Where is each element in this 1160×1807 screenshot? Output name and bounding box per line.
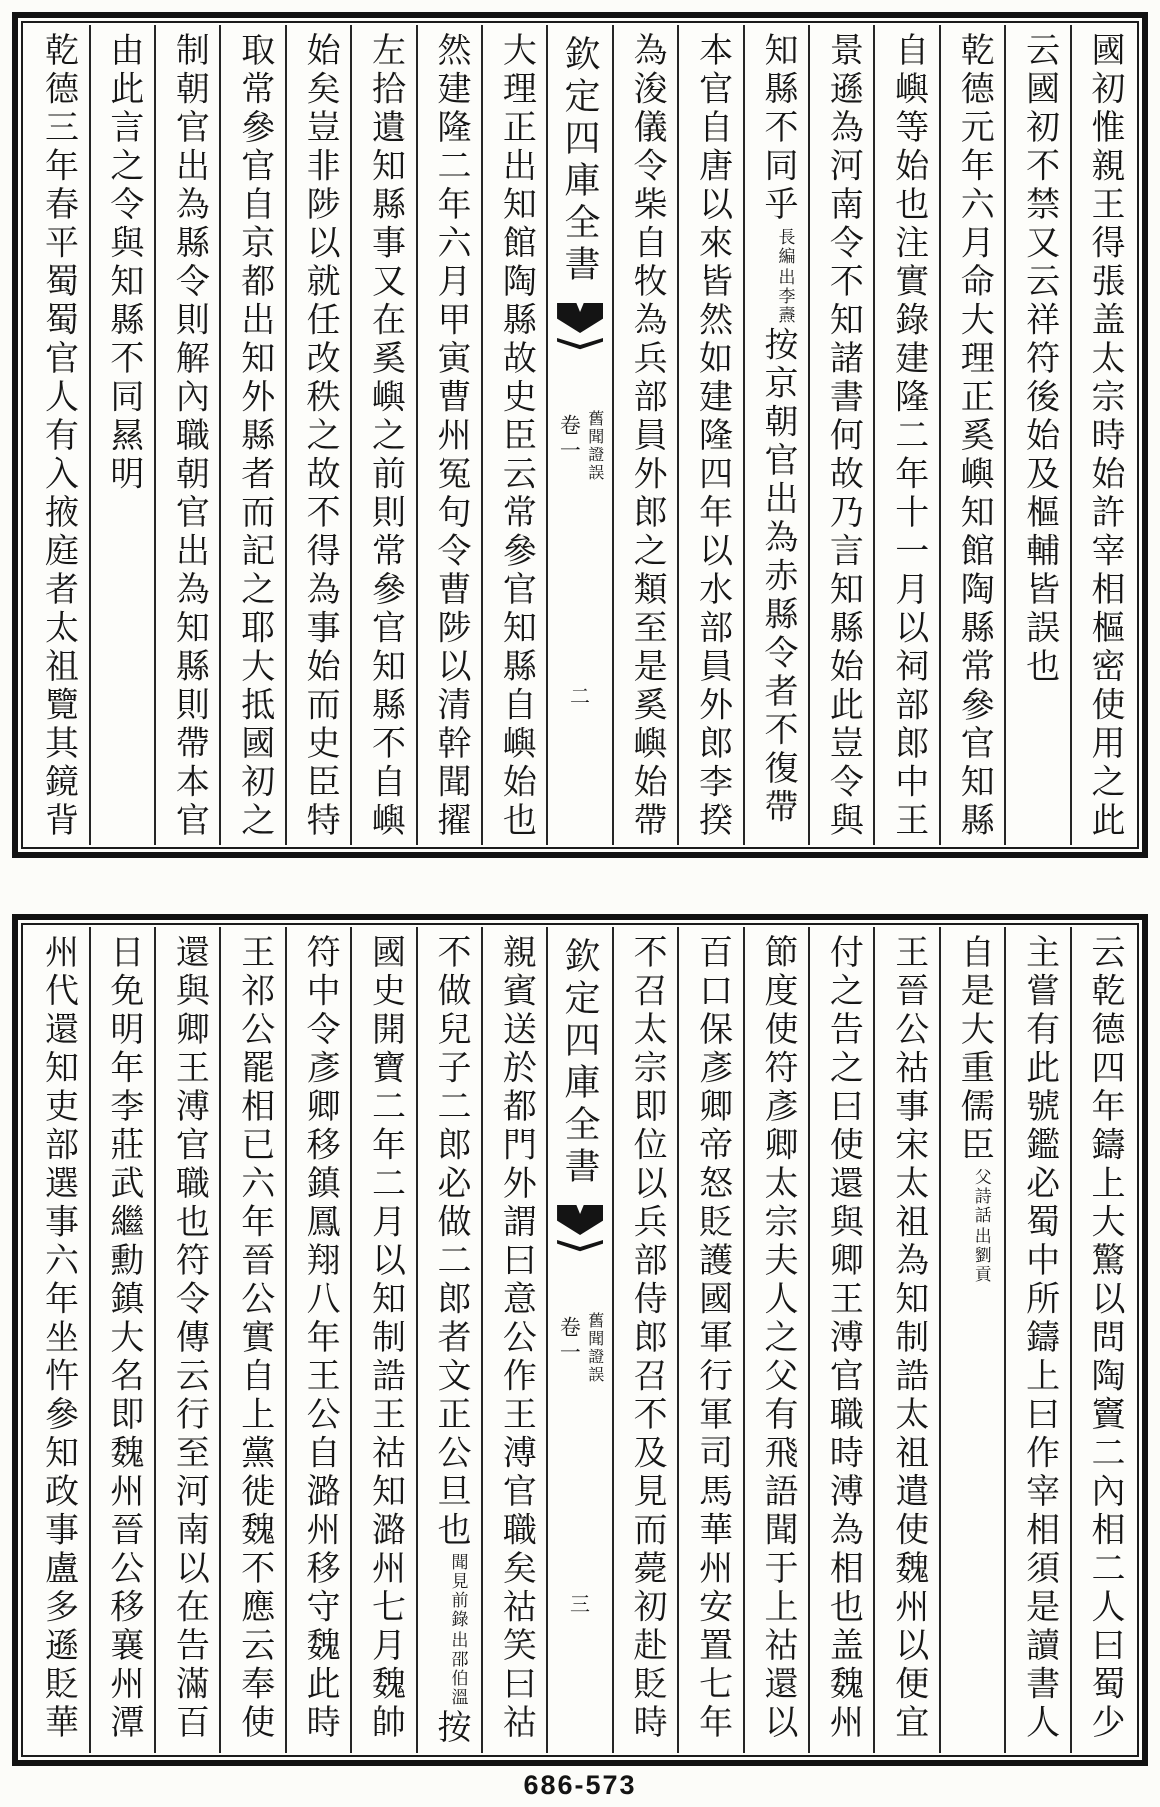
- column-text: 州代還知吏部選事六年坐忤參知政事盧多遜貶華: [39, 934, 77, 1743]
- text-column: [810, 927, 875, 1753]
- column-text: 本官自唐以來皆然如建隆四年以水部員外郎李揆: [693, 32, 731, 841]
- text-column: [156, 25, 221, 845]
- title-column: [548, 25, 613, 845]
- column-text: 制朝官出為縣令則解內職朝官出為知縣則帶本官: [170, 32, 208, 841]
- text-column: [614, 927, 679, 1753]
- column-text: 自嶼等始也注實錄建隆二年十一月以祠部郎中王: [889, 32, 927, 841]
- column-text: 不做兒子二郎必做二郎者文正公旦也: [431, 934, 469, 1550]
- fishtail-lower-mark: [557, 1240, 603, 1254]
- text-column: [745, 25, 810, 845]
- text-column: [91, 927, 156, 1753]
- column-text: 云國初不禁又云祥符後始及樞輔皆誤也: [1020, 32, 1058, 687]
- text-column: [1072, 25, 1135, 845]
- note-tail-text: 按京朝官出為赤縣令者不復帶: [758, 326, 796, 827]
- column-text: 由此言之令與知縣不同㬎明: [104, 32, 142, 494]
- text-columns: [25, 25, 1135, 845]
- library-title: 欽定四庫全書: [560, 35, 601, 287]
- interlinear-note: [971, 1168, 991, 1284]
- text-column: [1006, 927, 1071, 1753]
- column-text: 景遜為河南令不知諸書何故乃言知縣始此豈令與: [824, 32, 862, 841]
- note-column-right: 出李燾: [775, 267, 795, 325]
- fishtail-ornament: [557, 1205, 603, 1254]
- text-column: [91, 25, 156, 845]
- text-column: [352, 927, 417, 1753]
- interlinear-note: [448, 1553, 468, 1707]
- note-column-left: 父詩話: [971, 1168, 991, 1225]
- text-column: [679, 25, 744, 845]
- chapter-label: 卷一: [557, 1316, 582, 1366]
- text-column: [25, 927, 90, 1753]
- text-column: [745, 927, 810, 1753]
- page-block-upper: [12, 12, 1148, 858]
- page-block-lower: [12, 914, 1148, 1766]
- column-text: 然建隆二年六月甲寅曹州冤句令曹陟以清幹聞擢: [431, 32, 469, 841]
- note-column-left: 聞見前錄: [448, 1553, 468, 1629]
- column-text: 為浚儀令柴自牧為兵部員外郎之類至是奚嶼始帶: [628, 32, 666, 841]
- column-text: 國史開寶二年二月以知制誥王祜知潞州七月魏帥: [366, 934, 404, 1743]
- text-column: [221, 927, 286, 1753]
- column-text: 不召太宗即位以兵部侍郎召不及見而薨初赴貶時: [628, 934, 666, 1743]
- book-title: 舊聞證誤: [585, 1312, 603, 1384]
- text-column: [483, 927, 548, 1753]
- text-column: [287, 927, 352, 1753]
- column-text: 還與卿王溥官職也符令傳云行至河南以在告滿百: [170, 934, 208, 1743]
- text-column: [941, 927, 1006, 1753]
- text-column: [25, 25, 90, 845]
- column-text: 乾德元年六月命大理正奚嶼知館陶縣常參官知縣: [955, 32, 993, 841]
- column-text: 符中令彥卿移鎮鳳翔八年王公自潞州移守魏此時: [301, 934, 339, 1743]
- text-column: [352, 25, 417, 845]
- text-column: [875, 927, 940, 1753]
- library-title: 欽定四庫全書: [560, 937, 601, 1189]
- column-text: 左拾遺知縣事又在奚嶼之前則常參官知縣不自嶼: [366, 32, 404, 841]
- column-text: 王晉公祜事宋太祖為知制誥太祖遣使魏州以便宜: [889, 934, 927, 1743]
- column-text: 付之告之曰使還與卿王溥官職時溥為相也盖魏州: [824, 934, 862, 1743]
- book-title: 舊聞證誤: [585, 410, 603, 482]
- text-column: [614, 25, 679, 845]
- note-column-left: 長編: [775, 227, 795, 266]
- text-column: [941, 25, 1006, 845]
- fishtail-upper-mark: [557, 1205, 603, 1235]
- text-column: [418, 927, 483, 1753]
- column-text: 大理正出知館陶縣故史臣云常參官知縣自嶼始也: [497, 32, 535, 841]
- note-column-right: 出邵伯溫: [448, 1631, 468, 1707]
- column-text: 國初惟親王得張盖太宗時始許宰相樞密使用之此: [1086, 32, 1123, 841]
- text-column: [418, 25, 483, 845]
- text-column: [1006, 25, 1071, 845]
- title-column: [548, 927, 613, 1753]
- note-column-right: 出劉貢: [971, 1227, 991, 1284]
- column-text: 云乾德四年鑄上大驚以問陶竇二內相二人曰蜀少: [1086, 934, 1123, 1743]
- plate-number: 686-573: [523, 1770, 637, 1800]
- column-text: 百口保彥卿帝怒貶護國軍行軍司馬華州安置七年: [693, 934, 731, 1743]
- fishtail-lower-mark: [557, 338, 603, 352]
- volume-labels: [548, 1312, 611, 1384]
- text-column: [875, 25, 940, 845]
- column-text: 主嘗有此號鑑必蜀中所鑄上曰作宰相須是讀書人: [1020, 934, 1058, 1743]
- interlinear-note: [775, 228, 795, 325]
- chapter-label: 卷一: [557, 414, 582, 464]
- text-column: [483, 25, 548, 845]
- text-column: [679, 927, 744, 1753]
- text-column: [287, 25, 352, 845]
- folio-number: 二: [570, 686, 591, 708]
- fishtail-ornament: [557, 303, 603, 352]
- text-column: [1072, 927, 1135, 1753]
- text-column: [810, 25, 875, 845]
- column-text: 日免明年李莊武繼勳鎮大名即魏州晉公移襄州潭: [104, 934, 142, 1743]
- fishtail-upper-mark: [557, 303, 603, 333]
- column-text: 節度使符彥卿太宗夫人之父有飛語聞于上祜還以: [758, 934, 796, 1743]
- column-text: 知縣不同乎: [758, 32, 796, 225]
- volume-labels: [548, 410, 611, 482]
- text-columns: [25, 927, 1135, 1753]
- column-text: 王祁公罷相已六年晉公實自上黨徙魏不應云奉使: [235, 934, 273, 1743]
- column-text: 親賓送於都門外謂曰意公作王溥官職矣祜笑曰祜: [497, 934, 535, 1743]
- column-text: 自是大重儒臣: [955, 934, 993, 1165]
- text-column: [221, 25, 286, 845]
- text-column: [156, 927, 221, 1753]
- note-tail-text: 按: [431, 1709, 469, 1748]
- column-text: 始矣豈非陟以就任改秩之故不得為事始而史臣特: [301, 32, 339, 841]
- column-text: 取常參官自京都出知外縣者而記之耶大抵國初之: [235, 32, 273, 841]
- folio-number: 三: [570, 1594, 591, 1616]
- column-text: 乾德三年春平蜀蜀官人有入掖庭者太祖覽其鏡背: [39, 32, 77, 841]
